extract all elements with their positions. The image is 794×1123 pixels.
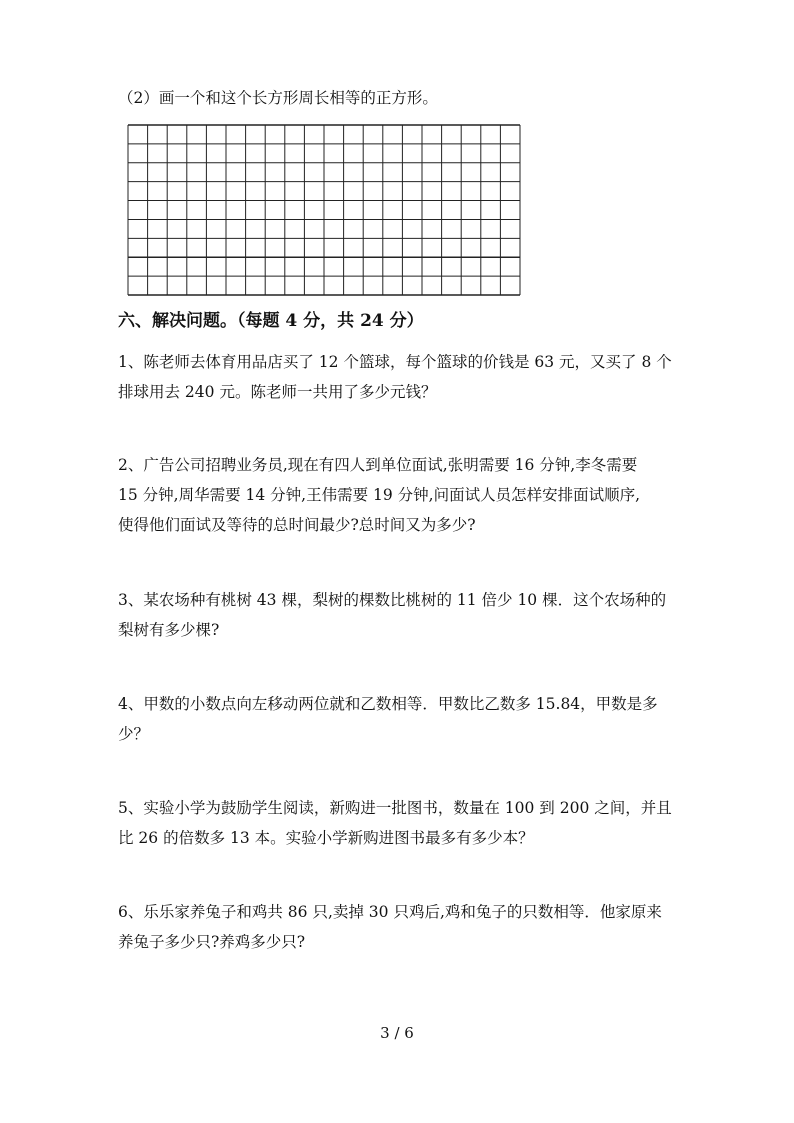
page-number: 3 / 6	[380, 1024, 414, 1042]
problem-line: 排球用去 240 元。陈老师一共用了多少元钱？	[118, 383, 437, 401]
problem-line: 使得他们面试及等待的总时间最少?总时间又为多少?	[118, 516, 476, 534]
problem-line: 梨树有多少棵?	[118, 621, 220, 639]
problem-line: 4、甲数的小数点向左移动两位就和乙数相等．甲数比乙数多 15.84，甲数是多	[118, 695, 658, 713]
problem-line: 3、某农场种有桃树 43 棵，梨树的棵数比桃树的 11 倍少 10 棵．这个农场种的	[118, 591, 667, 609]
problem-line: 2、广告公司招聘业务员,现在有四人到单位面试,张明需要 16 分钟,李冬需要	[118, 456, 638, 474]
problem-line: 6、乐乐家养兔子和鸡共 86 只,卖掉 30 只鸡后,鸡和兔子的只数相等．他家原来	[118, 903, 662, 921]
problem-line: 养兔子多少只?养鸡多少只?	[118, 933, 306, 951]
problem-line: 5、实验小学为鼓励学生阅读，新购进一批图书，数量在 100 到 200 之间，并且	[118, 799, 672, 817]
problem-line: 1、陈老师去体育用品店买了 12 个篮球，每个篮球的价钱是 63 元，又买了 8 个	[118, 353, 672, 371]
grid-paper	[127, 124, 521, 296]
problem-line: 比 26 的倍数多 13 本。实验小学新购进图书最多有多少本？	[118, 829, 534, 847]
question-part-2-text: （2）画一个和这个长方形周长相等的正方形。	[118, 89, 438, 107]
problem-line: 少？	[118, 725, 150, 743]
problem-line: 15 分钟,周华需要 14 分钟,王伟需要 19 分钟,问面试人员怎样安排面试顺序,	[118, 486, 641, 504]
section-heading: 六、解决问题。（每题 4 分，共 24 分）	[118, 311, 424, 331]
square-grid	[127, 124, 521, 300]
